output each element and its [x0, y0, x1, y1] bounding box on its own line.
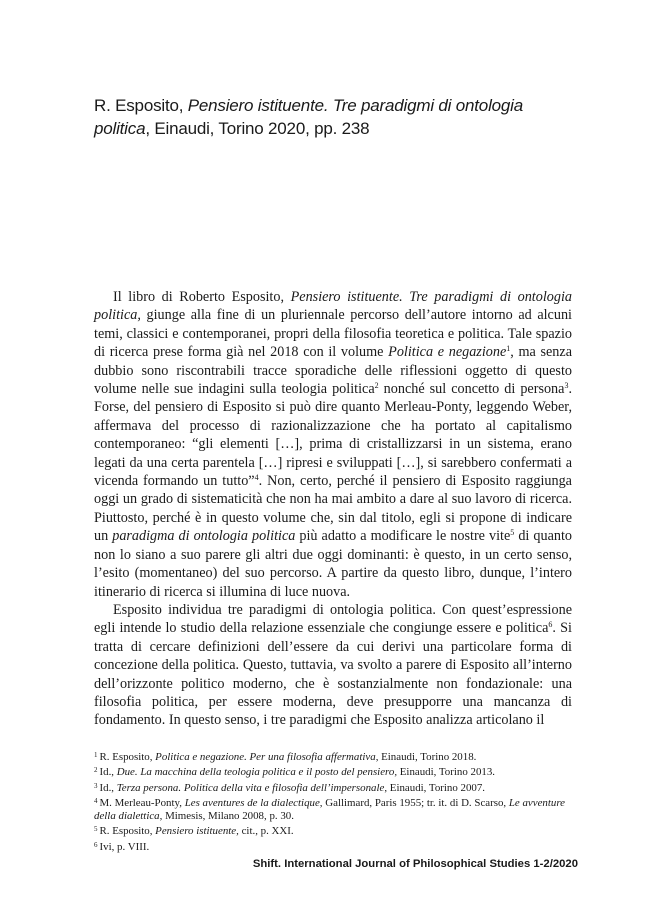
heading-publisher-info: , Einaudi, Torino 2020, pp. 238 [145, 119, 370, 138]
footnote-number: 5 [94, 825, 98, 834]
text-run: . Non, certo, perché il pensiero di Esposito raggiunga oggi un grado di sistematicità che non ha mai ambito a dare al suo lavoro di ricerca. Piuttosto, perché è in questo volume che, sin dal titolo, egli si propone di indicare un [94, 473, 572, 545]
text-run: R. Esposito, [99, 751, 156, 763]
italic-text: Les aventures de la dialectique, [184, 796, 323, 809]
text-run: nonché sul concetto di persona [378, 381, 565, 398]
footnote-number: 1 [94, 751, 98, 759]
footnote-number: 4 [94, 796, 98, 805]
text-run: . Si tratta di cercare definizioni dell’essere da cui derivi una particolare forma di concezione della politica. Questo, tuttavia, va svolto a parere di Esposito all’interno dell’orizzonte politico moderno, che è sostanzialmente non fondazionale: una filosofia politica, per essere moderna, deve presupporre una mancanza di fondamento. In questo senso, i tre paradigmi che Esposito analizza articolano il [94, 620, 572, 729]
text-run: Esposito individua tre paradigmi di ontologia politica. Con quest’espressione egli intende lo studio della relazione essenziale che congiunge essere e politica [94, 601, 572, 637]
footnote-5 [94, 823, 572, 838]
footnote-marker: 6 [548, 620, 553, 630]
text-run: Einaudi, Torino 2013. [397, 766, 495, 779]
text-run: Mimesis, Milano 2008, p. 30. [162, 810, 294, 823]
text-run: Il libro di Roberto Esposito, [113, 289, 291, 305]
text-run: . Forse, del pensiero di Esposito si può dire quanto Merleau-Ponty, leggendo Weber, affermava del processo di razionalizzazione che ha portato al capitalismo contemporaneo: “gli elementi […], prima di cristallizzarsi in un sistema, erano legati da una certa parentela […] ripresi e sviluppati […], si sarebbero confermati a vicenda formando un tutto” [94, 381, 572, 490]
footnotes [94, 749, 572, 854]
italic-text: Due. La macchina della teologia politica e il posto del pensiero, [116, 766, 398, 779]
text-run: giunge alla fine di un pluriennale percorso dell’autore intorno ad alcuni temi, classici e contemporanei, propri della filosofia teoretica e politica. Tale spazio di ricerca prese forma già nel 2018 con il volume [94, 307, 572, 361]
text-run: cit., p. XXI. [238, 825, 294, 838]
footnote-marker: 5 [510, 528, 515, 538]
text-run: , ma senza dubbio sono riscontrabili tracce sporadiche delle riflessioni oggetto di questo volume nelle sue indagini sulla teologia politica [94, 344, 572, 398]
footnote-number: 6 [94, 840, 98, 849]
text-run: più adatto a modificare le nostre vite [295, 528, 511, 545]
body-paragraph [94, 288, 572, 601]
journal-footer: Shift. International Journal of Philosophical Studies 1-2/2020 [252, 858, 578, 870]
text-run: M. Merleau-Ponty, [99, 796, 185, 809]
text-run: Id., [99, 781, 117, 794]
text-run: di quanto non lo siano a suo parere gli altri due oggi dominanti: è questo, in un certo senso, l’esito (momentaneo) del suo percorso. A partire da questo libro, dunque, l’intero itinerario di ricerca si illumina di luce nuova. [94, 528, 573, 600]
italic-text: Politica e negazione. Per una filosofia affermativa [155, 751, 376, 763]
footnote-1 [94, 749, 572, 764]
text-run: Ivi, p. VIII. [99, 840, 150, 853]
text-run: , Einaudi, Torino 2018. [375, 751, 477, 763]
footnote-marker: 4 [254, 473, 259, 483]
text-run: R. Esposito, [99, 825, 156, 838]
text-run: Id., [99, 766, 117, 779]
footnote-3 [94, 780, 572, 795]
heading-author: R. Esposito, [94, 96, 184, 115]
italic-text: Terza persona. Politica della vita e filosofia dell’impersonale [116, 781, 385, 794]
footnote-number: 3 [94, 781, 98, 790]
italic-text: Pensiero istituente, [155, 825, 239, 838]
footnote-4 [94, 795, 572, 824]
footnote-marker: 1 [506, 344, 511, 354]
heading-book-title: Pensiero istituente. Tre paradigmi di ontologia politica [94, 96, 523, 138]
text-run: Gallimard, Paris 1955; tr. it. di D. Scarso, [322, 796, 509, 809]
footnote-number: 2 [94, 766, 98, 775]
footnote-6 [94, 839, 572, 854]
footnote-2 [94, 764, 572, 779]
footnote-marker: 3 [564, 381, 569, 391]
italic-text: Politica e negazione [388, 344, 507, 361]
footnote-marker: 2 [374, 381, 379, 391]
italic-text: paradigma di ontologia politica [112, 528, 296, 545]
italic-text: Le avventure della dialettica, [94, 796, 566, 823]
review-body [94, 288, 572, 730]
article-heading [94, 94, 564, 140]
italic-text: Pensiero istituente. Tre paradigmi di ontologia politica, [94, 289, 572, 324]
body-paragraph [94, 601, 572, 730]
text-run: , Einaudi, Torino 2007. [384, 781, 486, 794]
